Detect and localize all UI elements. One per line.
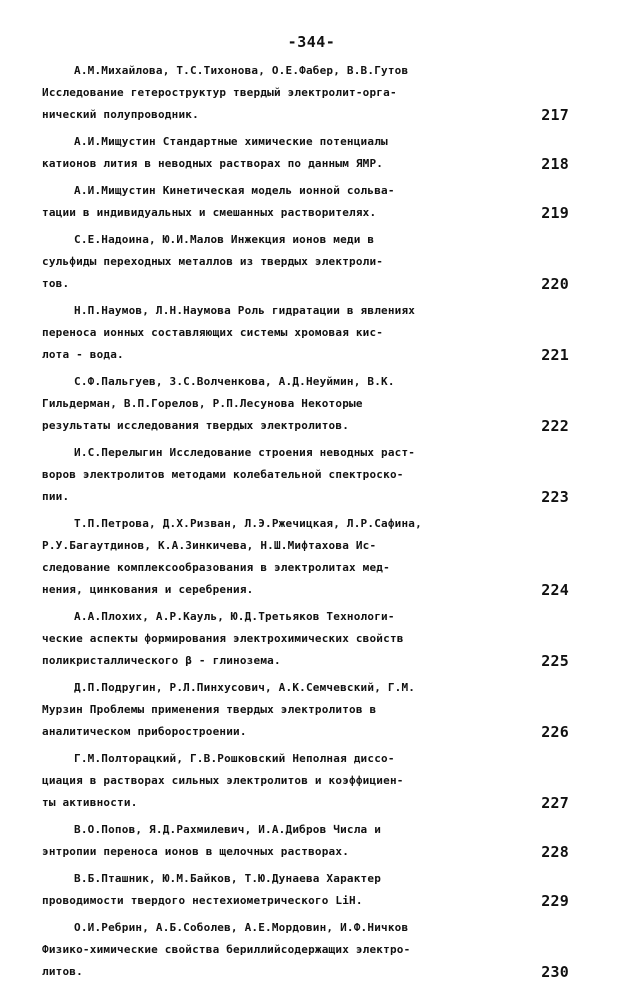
entry-text-line: следование комплексообразования в электролитах мед- xyxy=(42,561,390,574)
toc-entry xyxy=(0,513,623,601)
entry-authors-line: С.Е.Надоина, Ю.И.Малов Инжекция ионов меди в xyxy=(74,233,375,246)
entry-page-number: 226 xyxy=(541,723,569,741)
entry-text-line: ческие аспекты формирования электрохимических свойств xyxy=(42,632,404,645)
entry-text-line: нический полупроводник. 217 xyxy=(42,106,569,124)
entry-page-number: 220 xyxy=(541,275,569,293)
entry-text-line: ты активности. 227 xyxy=(42,794,569,812)
entry-text-line: циация в растворах сильных электролитов и коэффициен- xyxy=(42,774,404,787)
entry-text-line: нения, цинкования и серебрения. 224 xyxy=(42,581,569,599)
entry-text-line: Р.У.Багаутдинов, К.А.Зинкичева, Н.Ш.Мифтахова Ис- xyxy=(42,539,377,552)
entry-authors-line: В.Б.Пташник, Ю.М.Байков, Т.Ю.Дунаева Характер xyxy=(74,872,382,885)
entry-page-number: 221 xyxy=(541,346,569,364)
toc-entry xyxy=(0,677,623,743)
entry-page-number: 227 xyxy=(541,794,569,812)
entry-page-number: 225 xyxy=(541,652,569,670)
toc-entries xyxy=(0,60,623,988)
entry-authors-line: С.Ф.Пальгуев, З.С.Волченкова, А.Д.Неуймин, В.К. xyxy=(74,375,395,388)
toc-entry xyxy=(0,300,623,366)
toc-entry xyxy=(0,180,623,224)
entry-authors-line: А.А.Плохих, А.Р.Кауль, Ю.Д.Третьяков Технологи- xyxy=(74,610,395,623)
entry-text-line: Физико-химические свойства бериллийсодержащих электро- xyxy=(42,943,411,956)
toc-entry xyxy=(0,917,623,983)
entry-text-line: пии. 223 xyxy=(42,488,569,506)
entry-text-line: катионов лития в неводных растворах по данным ЯМР. 218 xyxy=(42,155,569,173)
entry-text-line: Исследование гетероструктур твердый электролит-орга- xyxy=(42,86,397,99)
entry-text-line: проводимости твердого нестехиометрического LiH. 229 xyxy=(42,892,569,910)
entry-authors-line: А.И.Мищустин Кинетическая модель ионной сольва- xyxy=(74,184,395,197)
toc-entry xyxy=(0,60,623,126)
entry-text-line: сульфиды переходных металлов из твердых электроли- xyxy=(42,255,384,268)
entry-text-line: энтропии переноса ионов в щелочных растворах. 228 xyxy=(42,843,569,861)
entry-authors-line: А.М.Михайлова, Т.С.Тихонова, О.Е.Фабер, В.В.Гутов xyxy=(74,64,409,77)
entry-authors-line: И.С.Перелыгин Исследование строения неводных раст- xyxy=(74,446,416,459)
entry-page-number: 222 xyxy=(541,417,569,435)
entry-authors-line: О.И.Ребрин, А.Б.Соболев, А.Е.Мордовин, И.Ф.Ничков xyxy=(74,921,409,934)
toc-entry xyxy=(0,606,623,672)
entry-text-line: тации в индивидуальных и смешанных растворителях. 219 xyxy=(42,204,569,222)
toc-entry xyxy=(0,131,623,175)
entry-page-number: 223 xyxy=(541,488,569,506)
entry-authors-line: Г.М.Полторацкий, Г.В.Рошковский Неполная диссо- xyxy=(74,752,395,765)
entry-text-line: литов. 230 xyxy=(42,963,569,981)
entry-page-number: 224 xyxy=(541,581,569,599)
entry-page-number: 218 xyxy=(541,155,569,173)
toc-entry xyxy=(0,748,623,814)
toc-entry xyxy=(0,819,623,863)
entry-authors-line: Д.П.Подругин, Р.Л.Пинхусович, А.К.Семчевский, Г.М. xyxy=(74,681,416,694)
entry-text-line: аналитическом приборостроении. 226 xyxy=(42,723,569,741)
entry-text-line: Гильдерман, В.П.Горелов, Р.П.Лесунова Некоторые xyxy=(42,397,363,410)
entry-page-number: 230 xyxy=(541,963,569,981)
entry-text-line: поликристаллического β - глинозема. 225 xyxy=(42,652,569,670)
entry-authors-line: Т.П.Петрова, Д.Х.Ризван, Л.Э.Ржечицкая, Л.Р.Сафина, xyxy=(74,517,422,530)
entry-text-line: Мурзин Проблемы применения твердых электролитов в xyxy=(42,703,377,716)
entry-authors-line: Н.П.Наумов, Л.Н.Наумова Роль гидратации в явлениях xyxy=(74,304,416,317)
entry-page-number: 228 xyxy=(541,843,569,861)
toc-entry xyxy=(0,371,623,437)
entry-text-line: переноса ионных составляющих системы хромовая кис- xyxy=(42,326,384,339)
entry-authors-line: А.И.Мищустин Стандартные химические потенциалы xyxy=(74,135,388,148)
entry-authors-line: В.О.Попов, Я.Д.Рахмилевич, И.А.Дибров Числа и xyxy=(74,823,382,836)
toc-entry xyxy=(0,229,623,295)
entry-page-number: 217 xyxy=(541,106,569,124)
entry-text-line: тов. 220 xyxy=(42,275,569,293)
entry-text-line: лота - вода. 221 xyxy=(42,346,569,364)
toc-entry xyxy=(0,442,623,508)
entry-text-line: результаты исследования твердых электролитов. 222 xyxy=(42,417,569,435)
page-number: -344- xyxy=(287,33,336,51)
entry-page-number: 229 xyxy=(541,892,569,910)
entry-page-number: 219 xyxy=(541,204,569,222)
toc-entry xyxy=(0,868,623,912)
entry-text-line: воров электролитов методами колебательной спектроско- xyxy=(42,468,404,481)
